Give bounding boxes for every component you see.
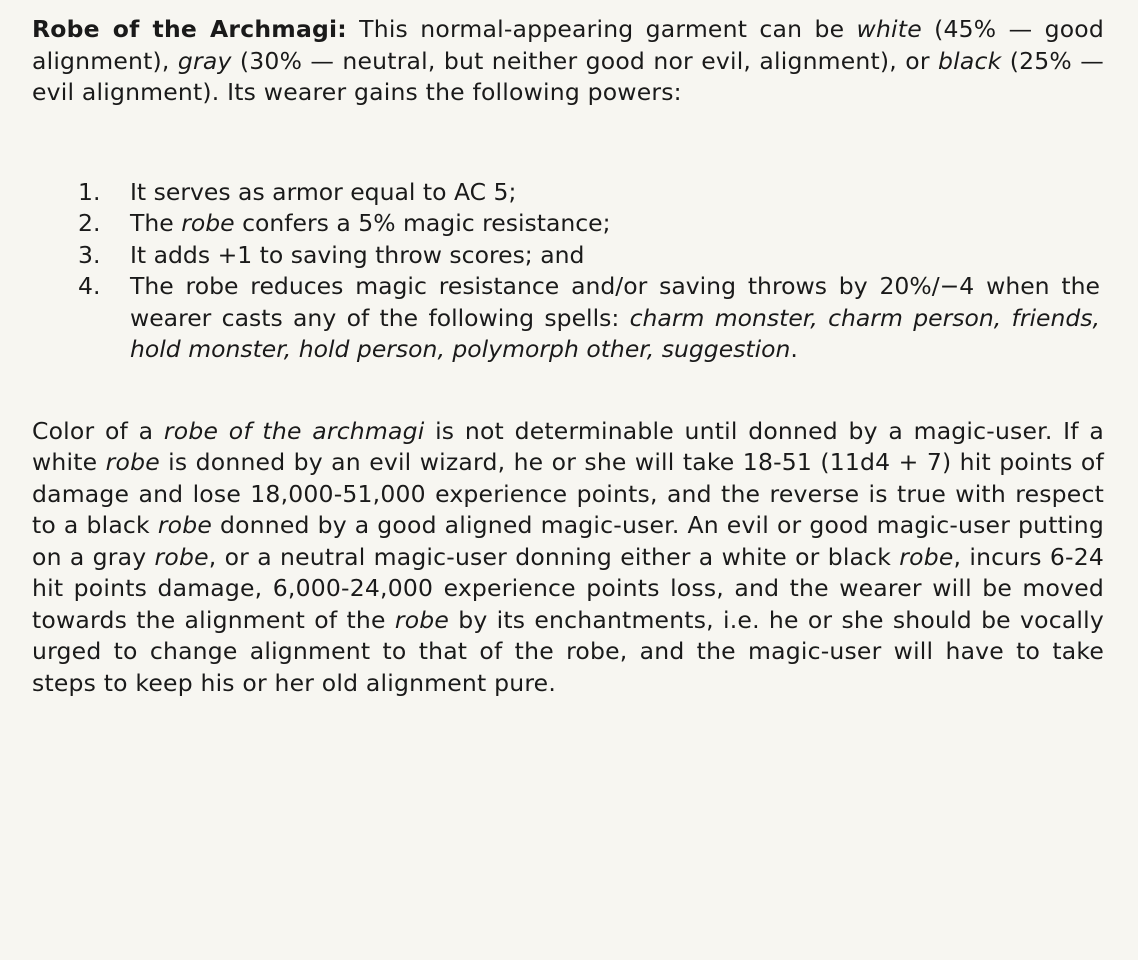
closing-italic: robe [105,448,160,476]
list-text-plain: . [790,335,798,363]
closing-text: Color of a [32,416,164,445]
item-title: Robe of the Archmagi: [32,15,347,43]
list-text [130,208,1100,240]
list-item [32,271,1104,366]
intro-text: (30% — neutral, but neither good nor evil, alignment), or [231,46,939,75]
list-item [32,177,1104,209]
list-number: 3. [78,240,101,269]
list-item [32,240,1104,272]
closing-paragraph [32,416,1104,700]
list-number: 4. [78,272,101,300]
closing-italic: robe of the archmagi [163,416,425,445]
closing-text: , incurs 6-24 hit points damage, 6,000-24,000 experience points loss, and the wearer will be moved towards the alignment of the [32,542,1104,634]
intro-paragraph [32,14,1104,109]
document-page [32,14,1104,699]
closing-italic: robe [154,542,209,571]
list-text-plain: confers a 5% magic resistance; [234,209,611,237]
closing-text: , or a neutral magic-user donning either a white or black [208,542,900,571]
list-text-plain: The robe reduces magic resistance and/or saving throws by 20%/−4 when the wearer casts any of the following spells: [130,272,1100,332]
list-text [130,240,1100,272]
list-text-italic: robe [181,209,235,237]
list-item [32,208,1104,240]
list-text [130,177,1100,209]
list-text-plain: The [130,209,182,237]
closing-italic: robe [157,511,213,539]
list-number: 2. [78,209,101,237]
list-text-plain: It adds +1 to saving throw scores; and [130,240,585,269]
closing-text: by its enchantments, i.e. he or she should be vocally urged to change alignment to that of the robe, and the magic-user will have to take steps to keep his or her old alignment pure. [32,605,1104,697]
list-number: 1. [78,177,101,206]
intro-text: (25% — evil alignment). Its wearer gains the following powers: [32,46,1104,106]
powers-list [32,177,1104,366]
list-text [130,271,1100,366]
color-black: black [938,46,1002,75]
closing-italic: robe [899,542,954,571]
closing-text: is not determinable until donned by a magic-user. If a white [32,416,1104,476]
list-text-plain: It serves as armor equal to AC 5; [130,177,517,206]
color-white: white [856,15,922,43]
closing-text: donned by a good aligned magic-user. An evil or good magic-user putting on a gray [32,511,1104,571]
closing-text: is donned by an evil wizard, he or she will take 18-51 (11d4 + 7) hit points of damage and lose 18,000-51,000 experience points, and the reverse is true with respect to a black [32,448,1104,539]
spell-list-italic: charm monster, charm person, friends, hold monster, hold person, polymorph other, suggestion [130,303,1100,363]
intro-text: (45% — good alignment), [32,15,1104,75]
intro-text: This normal-appearing garment can be [346,15,857,43]
color-gray: gray [177,46,232,75]
closing-italic: robe [394,605,450,634]
